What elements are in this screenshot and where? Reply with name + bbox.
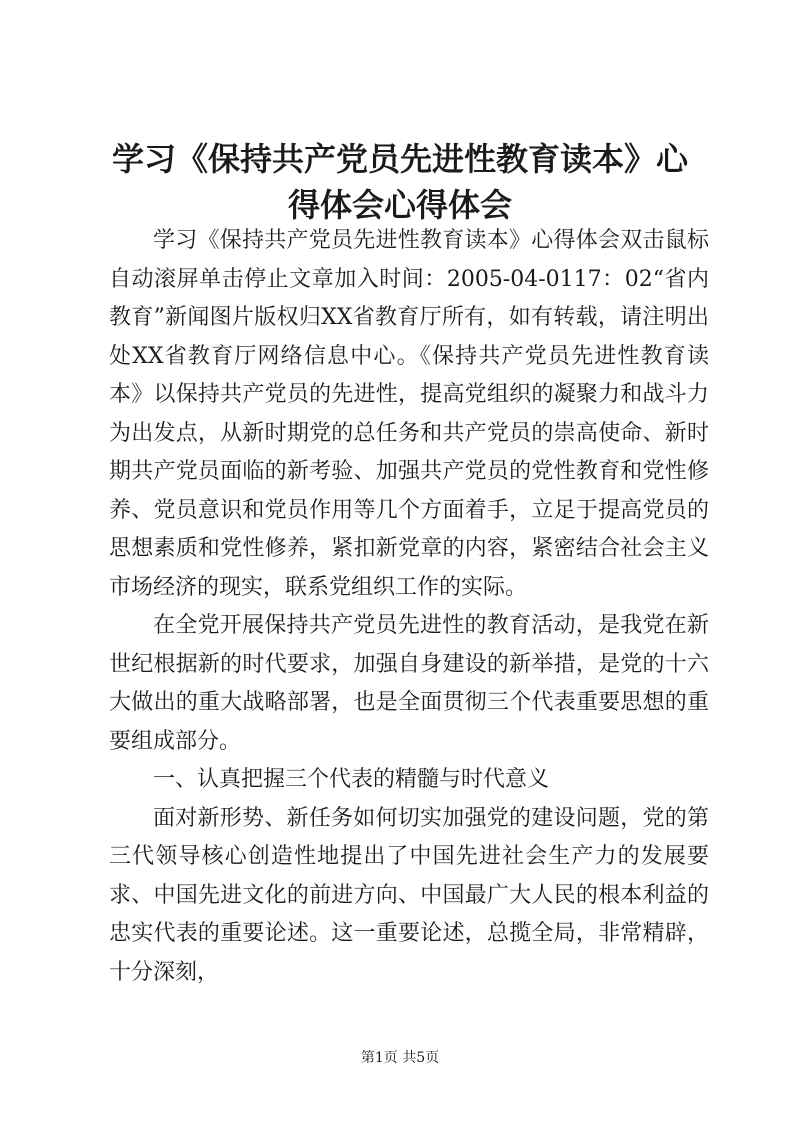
section-heading-1: 一、认真把握三个代表的精髓与时代意义 xyxy=(153,767,550,792)
page-number-footer: 第1页 共5页 xyxy=(360,1050,440,1066)
document-body xyxy=(109,222,709,992)
paragraph-3: 面对新形势、新任务如何切实加强党的建设问题，党的第三代领导核心创造性地提出了中国先进社会生产力的发展要求、中国先进文化的前进方向、中国最广大人民的根本利益的忠实代表的重要论述。这一重要论述，总揽全局，非常精辟，十分深刻， xyxy=(109,805,709,985)
paragraph-2: 在全党开展保持共产党员先进性的教育活动，是我党在新世纪根据新的时代要求，加强自身建设的新举措，是党的十六大做出的重大战略部署，也是全面贯彻三个代表重要思想的重要组成部分。 xyxy=(109,613,709,754)
document-title: 学习《保持共产党员先进性教育读本》心得体会心得体会 xyxy=(111,140,688,224)
paragraph-1: 学习《保持共产党员先进性教育读本》心得体会双击鼠标自动滚屏单击停止文章加入时间：2005-04-0117：02“省内教育”新闻图片版权归XX省教育厅所有，如有转载，请注明出处XX省教育厅网络信息中心。《保持共产党员先进性教育读本》以保持共产党员的先进性，提高党组织的凝聚力和战斗力为出发点，从新时期党的总任务和共产党员的崇高使命、新时期共产党员面临的新考验、加强共产党员的党性教育和党性修养、党员意识和党员作用等几个方面着手，立足于提高党员的思想素质和党性修养，紧扣新党章的内容，紧密结合社会主义市场经济的现实，联系党组织工作的实际。 xyxy=(109,228,709,600)
